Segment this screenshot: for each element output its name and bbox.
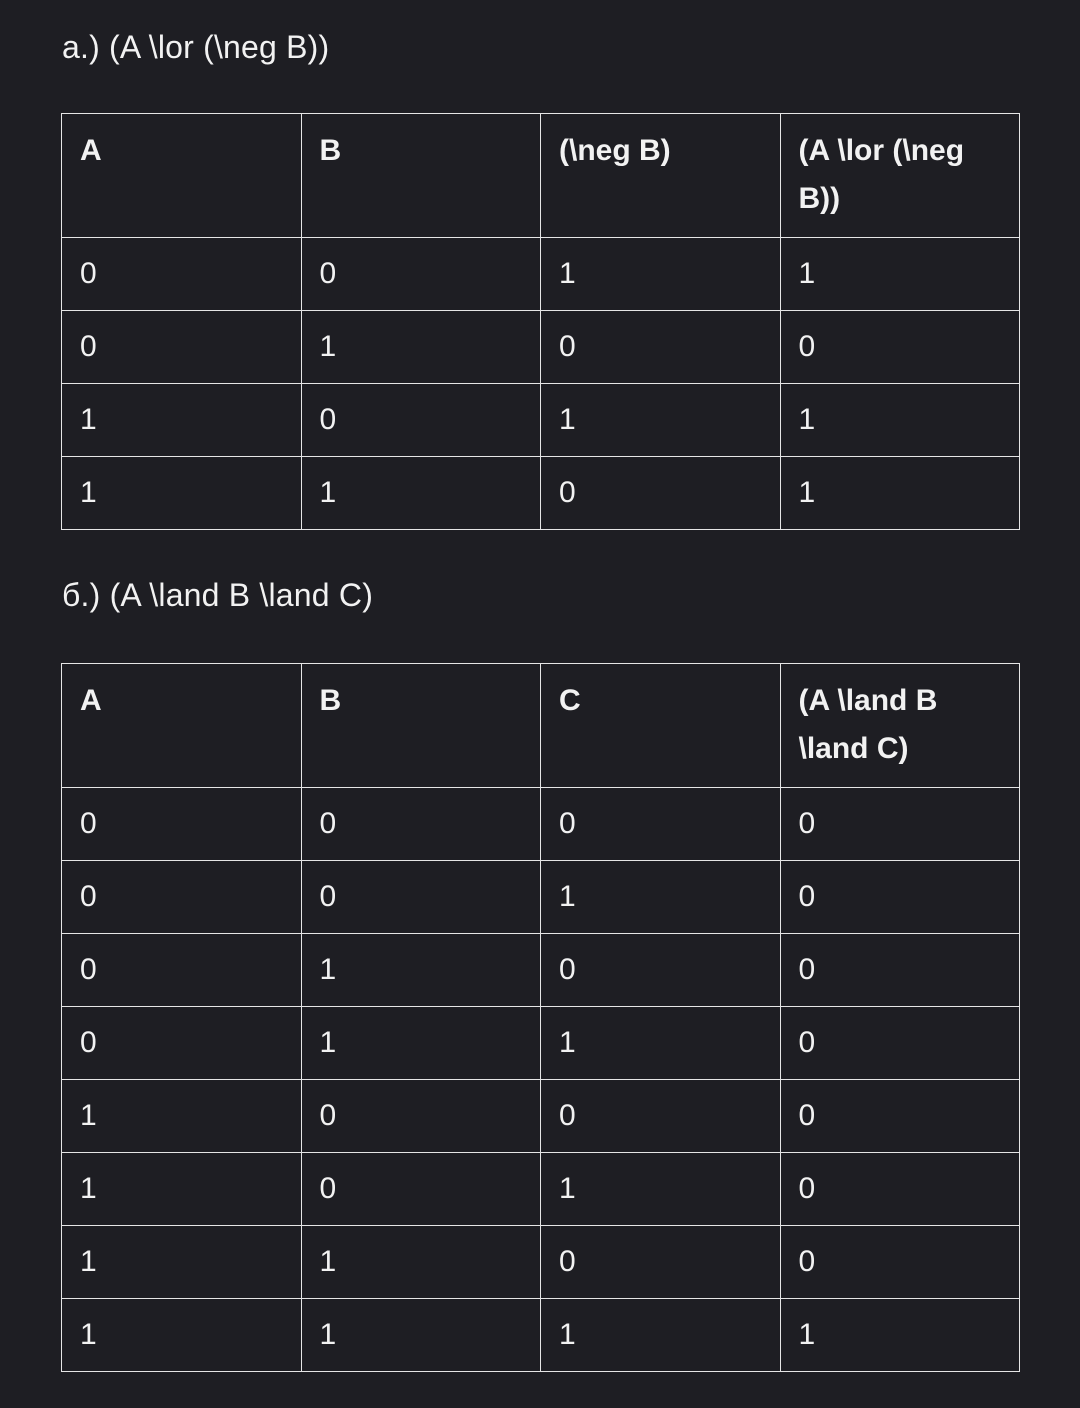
table-cell: 0 <box>780 1153 1020 1226</box>
table-cell: 1 <box>301 934 541 1007</box>
table-cell: 0 <box>780 934 1020 1007</box>
table-cell: 0 <box>62 238 302 311</box>
table-cell: 1 <box>301 1226 541 1299</box>
table-header-row <box>62 664 1020 788</box>
table-cell: 0 <box>780 1007 1020 1080</box>
table-row <box>62 861 1020 934</box>
table-cell: 0 <box>62 934 302 1007</box>
table-cell: 0 <box>301 1080 541 1153</box>
table-cell: 1 <box>541 1153 781 1226</box>
column-header: A <box>62 114 302 238</box>
table-cell: 0 <box>62 788 302 861</box>
table-row <box>62 788 1020 861</box>
column-header: C <box>541 664 781 788</box>
column-header: B <box>301 114 541 238</box>
table-cell: 1 <box>62 1226 302 1299</box>
table-cell: 0 <box>62 861 302 934</box>
table-row <box>62 1080 1020 1153</box>
table-cell: 1 <box>62 384 302 457</box>
table-cell: 1 <box>541 384 781 457</box>
table-cell: 0 <box>301 238 541 311</box>
table-cell: 0 <box>301 1153 541 1226</box>
table-cell: 1 <box>62 457 302 530</box>
table-cell: 0 <box>780 1226 1020 1299</box>
table-cell: 0 <box>541 788 781 861</box>
table-row <box>62 311 1020 384</box>
table-cell: 1 <box>541 861 781 934</box>
table-cell: 0 <box>541 934 781 1007</box>
table-cell: 0 <box>541 1080 781 1153</box>
table-cell: 0 <box>301 788 541 861</box>
table-cell: 1 <box>780 1299 1020 1372</box>
table-cell: 0 <box>301 384 541 457</box>
table-cell: 1 <box>62 1080 302 1153</box>
column-header: (\neg B) <box>541 114 781 238</box>
table-cell: 0 <box>780 861 1020 934</box>
table-row <box>62 1007 1020 1080</box>
table-cell: 0 <box>62 311 302 384</box>
table-cell: 1 <box>62 1153 302 1226</box>
table-cell: 1 <box>301 311 541 384</box>
truth-table-a <box>61 113 1020 530</box>
table-cell: 0 <box>780 788 1020 861</box>
table-row <box>62 1226 1020 1299</box>
table-row <box>62 1153 1020 1226</box>
table-cell: 1 <box>780 384 1020 457</box>
table-cell: 0 <box>301 861 541 934</box>
table-cell: 0 <box>780 1080 1020 1153</box>
table-row <box>62 384 1020 457</box>
column-header: A <box>62 664 302 788</box>
table-row <box>62 457 1020 530</box>
column-header: B <box>301 664 541 788</box>
table-cell: 1 <box>301 457 541 530</box>
section-b-heading: б.) (A \land B \land C) <box>62 577 374 613</box>
table-cell: 1 <box>780 457 1020 530</box>
table-cell: 0 <box>541 311 781 384</box>
table-cell: 1 <box>541 238 781 311</box>
table-cell: 1 <box>62 1299 302 1372</box>
table-cell: 0 <box>62 1007 302 1080</box>
section-a-heading: a.) (A \lor (\neg B)) <box>62 29 330 65</box>
column-header: (A \land B \land C) <box>780 664 1020 788</box>
table-cell: 1 <box>541 1007 781 1080</box>
table-cell: 0 <box>541 457 781 530</box>
table-row <box>62 1299 1020 1372</box>
truth-table-b <box>61 663 1020 1372</box>
table-row <box>62 934 1020 1007</box>
table-cell: 1 <box>301 1007 541 1080</box>
table-cell: 1 <box>541 1299 781 1372</box>
column-header: (A \lor (\neg B)) <box>780 114 1020 238</box>
table-cell: 0 <box>780 311 1020 384</box>
table-cell: 0 <box>541 1226 781 1299</box>
table-cell: 1 <box>780 238 1020 311</box>
table-row <box>62 238 1020 311</box>
table-header-row <box>62 114 1020 238</box>
table-cell: 1 <box>301 1299 541 1372</box>
